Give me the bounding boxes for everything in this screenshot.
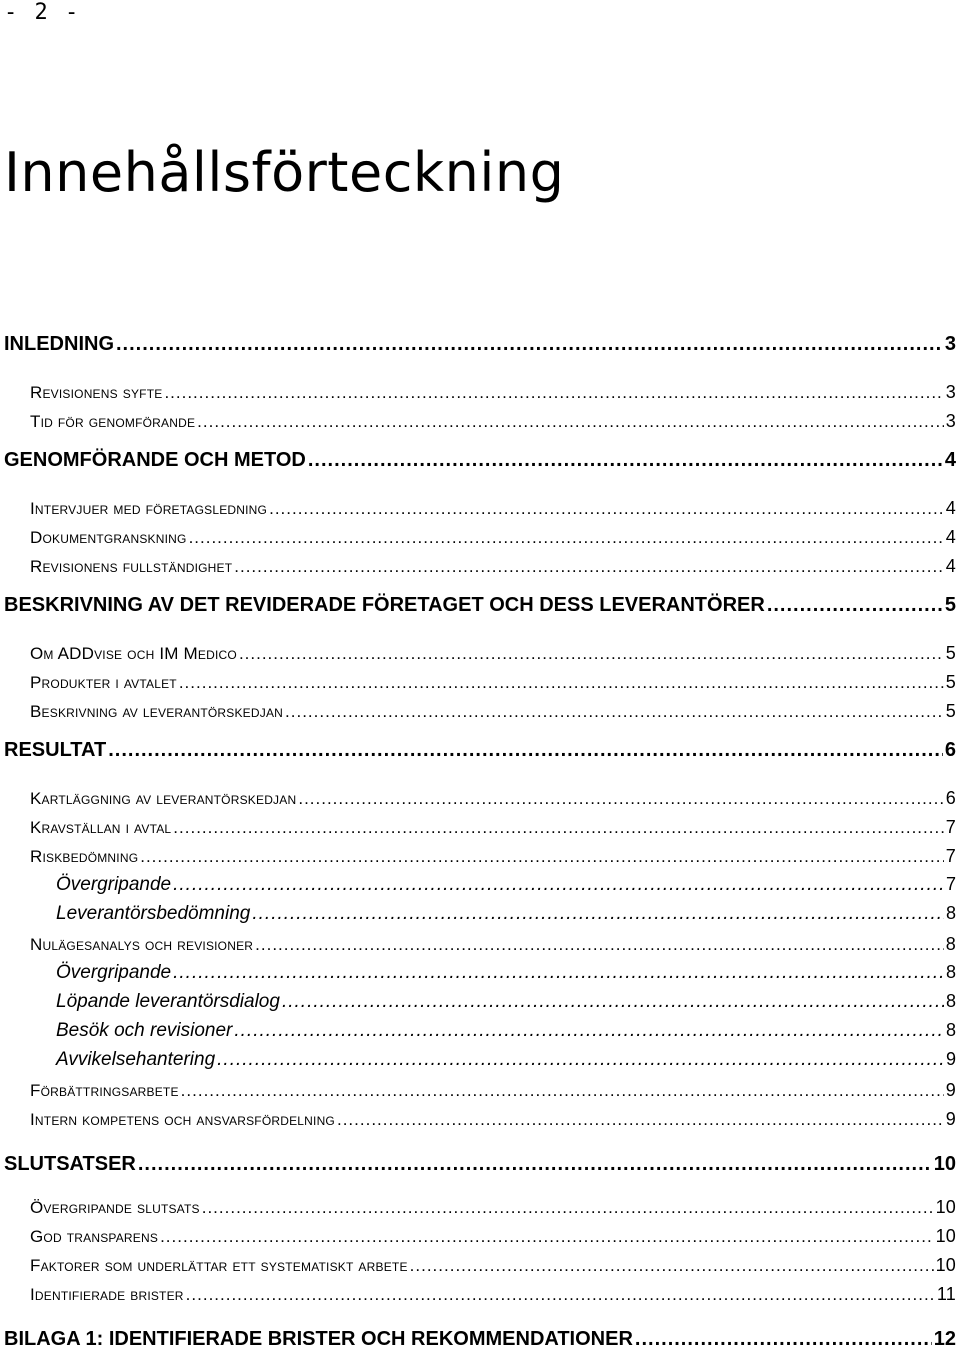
toc-entry[interactable]: [4, 788, 956, 809]
toc-entry[interactable]: [4, 333, 956, 356]
toc-entry-page: 12: [933, 1328, 956, 1350]
toc-entry-page: 6: [945, 788, 956, 808]
toc-entry[interactable]: [4, 411, 956, 432]
dot-leader: [410, 1256, 934, 1276]
dot-leader: [189, 528, 944, 548]
toc-entry-page: 9: [945, 1049, 956, 1069]
toc-entry-page: 4: [944, 449, 956, 471]
toc-entry-page: 11: [936, 1284, 956, 1304]
toc-entry-label: Löpande leverantörsdialog: [56, 991, 280, 1012]
toc-entry-label: Beskrivning av leverantörskedjan: [30, 702, 284, 721]
dot-leader: [181, 1081, 944, 1101]
toc-entry[interactable]: [4, 1255, 956, 1276]
toc-entry-label: Identifierade brister: [30, 1285, 184, 1304]
toc-entry[interactable]: [4, 1197, 956, 1218]
dot-leader: [138, 1153, 932, 1176]
toc-entry-label: Leverantörsbedömning: [56, 903, 251, 924]
toc-entry[interactable]: [4, 991, 956, 1013]
dot-leader: [173, 962, 944, 984]
toc-entry-page: 4: [945, 527, 956, 547]
toc-entry-page: 9: [945, 1080, 956, 1100]
toc-entry[interactable]: [4, 1153, 956, 1176]
toc-entry[interactable]: [4, 643, 956, 664]
toc-entry[interactable]: [4, 449, 956, 472]
toc-entry[interactable]: [4, 846, 956, 867]
toc-entry-label: SLUTSATSER: [4, 1153, 136, 1175]
toc-entry[interactable]: [4, 1226, 956, 1247]
dot-leader: [164, 383, 943, 403]
toc-entry[interactable]: [4, 498, 956, 519]
toc-entry[interactable]: [4, 701, 956, 722]
toc-entry-page: 3: [945, 411, 956, 431]
toc-entry[interactable]: [4, 1328, 956, 1351]
dot-leader: [173, 874, 944, 896]
dot-leader: [116, 333, 943, 356]
toc-entry-label: Besök och revisioner: [56, 1020, 233, 1041]
dot-leader: [186, 1285, 935, 1305]
dot-leader: [269, 499, 944, 519]
dot-leader: [252, 903, 944, 925]
toc-entry-label: Tid för genomförande: [30, 412, 196, 431]
dot-leader: [255, 935, 944, 955]
toc-entry[interactable]: [4, 1080, 956, 1101]
dot-leader: [234, 557, 944, 577]
toc-entry-page: 8: [945, 991, 956, 1011]
toc-entry-label: Intern kompetens och ansvarsfördelning: [30, 1110, 335, 1129]
dot-leader: [635, 1328, 932, 1351]
page-title: Innehållsförteckning: [4, 141, 565, 204]
toc-entry-page: 7: [945, 846, 956, 866]
toc-entry-label: INLEDNING: [4, 333, 114, 355]
toc-entry-label: Avvikelsehantering: [56, 1049, 216, 1070]
toc-entry-label: Förbättringsarbete: [30, 1081, 179, 1100]
toc-entry-label: Revisionens syfte: [30, 383, 163, 402]
dot-leader: [160, 1227, 934, 1247]
dot-leader: [179, 673, 944, 693]
toc-entry-page: 7: [945, 874, 956, 894]
toc-entry[interactable]: [4, 672, 956, 693]
toc-entry-label: Om ADDvise och IM Medico: [30, 644, 237, 663]
toc-entry-page: 3: [944, 333, 956, 355]
toc-entry-label: Kartläggning av leverantörskedjan: [30, 789, 297, 808]
dot-leader: [239, 644, 944, 664]
toc-entry-page: 5: [945, 701, 956, 721]
toc-entry-page: 6: [944, 739, 956, 761]
toc-entry[interactable]: [4, 817, 956, 838]
toc-entry-page: 10: [935, 1255, 956, 1275]
toc-entry-label: Övergripande slutsats: [30, 1198, 200, 1217]
toc-entry[interactable]: [4, 1020, 956, 1042]
toc-entry[interactable]: [4, 874, 956, 896]
dot-leader: [282, 991, 944, 1013]
toc-entry-page: 7: [945, 817, 956, 837]
toc-entry[interactable]: [4, 527, 956, 548]
dot-leader: [108, 739, 943, 762]
dot-leader: [337, 1110, 944, 1130]
toc-entry-label: Riskbedömning: [30, 847, 139, 866]
toc-entry-page: 5: [945, 643, 956, 663]
toc-entry-page: 4: [945, 556, 956, 576]
toc-entry-page: 8: [945, 1020, 956, 1040]
toc-entry-label: Dokumentgranskning: [30, 528, 187, 547]
toc-entry[interactable]: [4, 1284, 956, 1305]
toc-entry-page: 8: [945, 962, 956, 982]
dot-leader: [173, 818, 943, 838]
toc-entry-label: Faktorer som underlättar ett systematiskt arbete: [30, 1256, 408, 1275]
toc-entry-label: Intervjuer med företagsledning: [30, 499, 268, 518]
toc-entry-page: 3: [945, 382, 956, 402]
toc-entry[interactable]: [4, 556, 956, 577]
toc-entry-label: Produkter i avtalet: [30, 673, 177, 692]
toc-entry[interactable]: [4, 382, 956, 403]
toc-entry-label: Nulägesanalys och revisioner: [30, 935, 254, 954]
toc-entry-label: RESULTAT: [4, 739, 107, 761]
toc-entry[interactable]: [4, 962, 956, 984]
dot-leader: [285, 702, 944, 722]
toc-entry-page: 10: [935, 1226, 956, 1246]
dot-leader: [298, 789, 943, 809]
toc-entry-page: 8: [945, 903, 956, 923]
toc-entry[interactable]: [4, 1049, 956, 1071]
toc-entry-label: BILAGA 1: IDENTIFIERADE BRISTER OCH REKOMMENDATIONER: [4, 1328, 633, 1350]
toc-entry[interactable]: [4, 934, 956, 955]
toc-entry-page: 9: [945, 1109, 956, 1129]
toc-entry[interactable]: [4, 739, 956, 762]
toc-entry-label: God transparens: [30, 1227, 159, 1246]
toc-entry-page: 10: [935, 1197, 956, 1217]
toc-entry[interactable]: [4, 1109, 956, 1130]
dot-leader: [308, 449, 943, 472]
toc-entry-label: Kravställan i avtal: [30, 818, 172, 837]
toc-entry-label: Revisionens fullständighet: [30, 557, 233, 576]
toc-entry-page: 8: [945, 934, 956, 954]
toc-entry-page: 5: [945, 672, 956, 692]
dot-leader: [767, 594, 943, 617]
dot-leader: [202, 1198, 934, 1218]
toc-entry[interactable]: [4, 903, 956, 925]
toc-entry[interactable]: [4, 594, 956, 617]
toc-entry-label: Övergripande: [56, 874, 172, 895]
page-number: - 2 -: [4, 0, 81, 25]
dot-leader: [140, 847, 944, 867]
dot-leader: [234, 1020, 944, 1042]
dot-leader: [217, 1049, 944, 1071]
toc-entry-label: BESKRIVNING AV DET REVIDERADE FÖRETAGET OCH DESS LEVERANTÖRER: [4, 594, 765, 616]
toc-entry-page: 4: [945, 498, 956, 518]
dot-leader: [197, 412, 944, 432]
toc-entry-label: Övergripande: [56, 962, 172, 983]
toc-entry-page: 5: [944, 594, 956, 616]
toc-entry-label: GENOMFÖRANDE OCH METOD: [4, 449, 306, 471]
toc-entry-page: 10: [933, 1153, 956, 1175]
